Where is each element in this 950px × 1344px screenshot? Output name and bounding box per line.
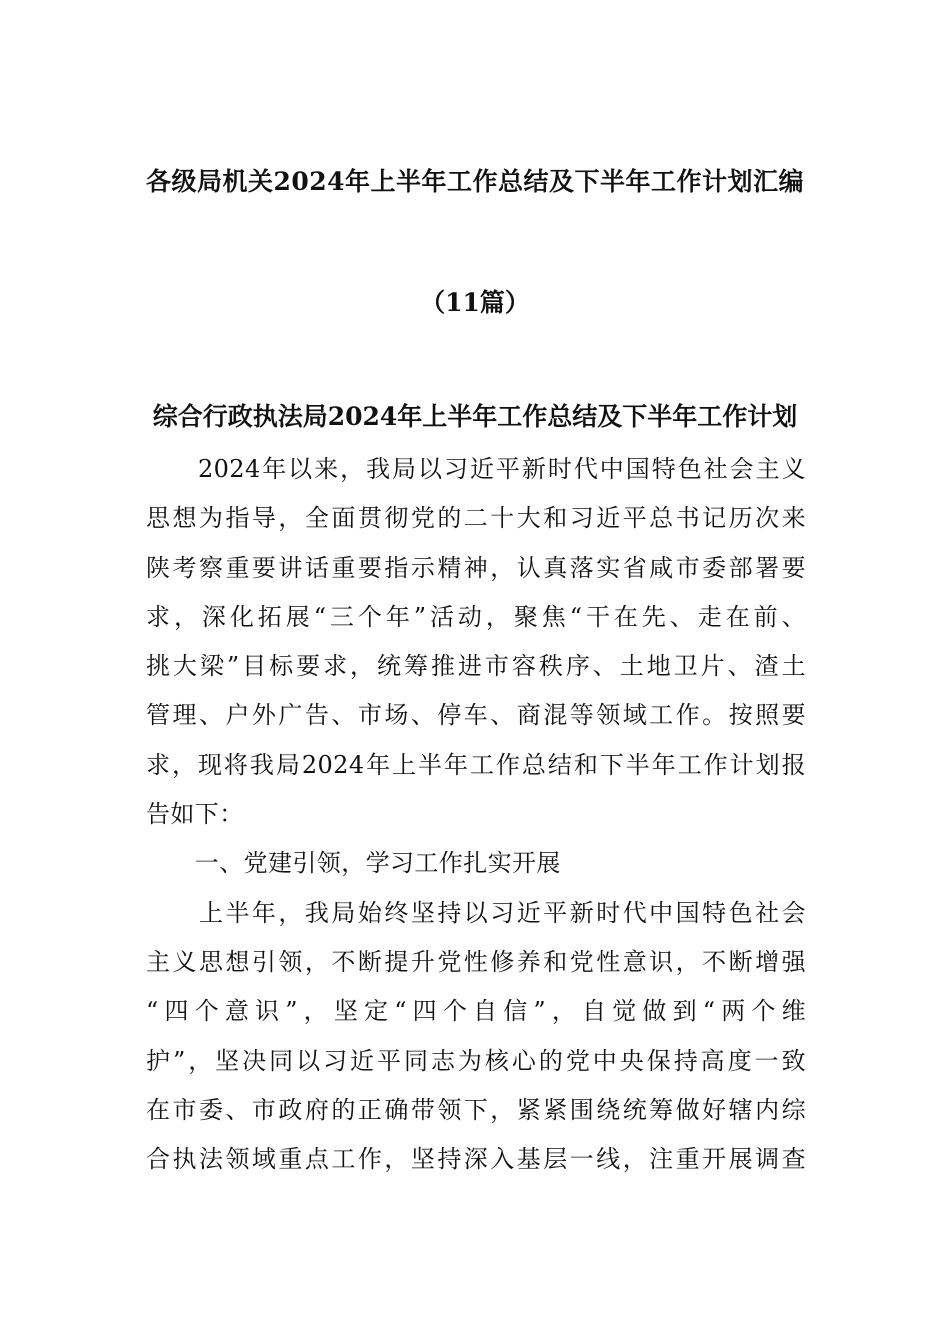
body-line: 管理、户外广告、市场、停车、商混等领域工作。按照要 bbox=[146, 701, 806, 730]
body-line: 在市委、市政府的正确带领下，紧紧围绕统筹做好辖内综 bbox=[146, 1095, 806, 1124]
section-heading: 一、党建引领，学习工作扎实开展 bbox=[146, 849, 561, 878]
body-line: 思想为指导，全面贯彻党的二十大和习近平总书记历次来 bbox=[146, 504, 806, 533]
body-line: 主义思想引领，不断提升党性修养和党性意识，不断增强 bbox=[146, 947, 806, 976]
body-line: 求，现将我局2024年上半年工作总结和下半年工作计划报 bbox=[146, 750, 806, 779]
document-title: 各级局机关2024年上半年工作总结及下半年工作计划汇编 bbox=[145, 167, 805, 196]
body-line: 告如下： bbox=[146, 800, 244, 829]
body-text bbox=[146, 445, 806, 1184]
document-subtitle: （11篇） bbox=[420, 288, 530, 317]
section-title: 综合行政执法局2024年上半年工作总结及下半年工作计划 bbox=[152, 402, 798, 431]
body-line: 护”，坚决同以习近平同志为核心的党中央保持高度一致 bbox=[146, 1046, 806, 1075]
body-line: 求，深化拓展“三个年”活动，聚焦“干在先、走在前、 bbox=[146, 602, 806, 631]
body-line: 2024年以来，我局以习近平新时代中国特色社会主义 bbox=[146, 455, 806, 483]
body-line: 挑大梁”目标要求，统筹推进市容秩序、土地卫片、渣土 bbox=[146, 652, 806, 681]
body-line: “四个意识”，坚定“四个自信”，自觉做到“两个维 bbox=[146, 997, 806, 1026]
body-line: 陕考察重要讲话重要指示精神，认真落实省咸市委部署要 bbox=[146, 553, 806, 582]
body-line: 上半年，我局始终坚持以习近平新时代中国特色社会 bbox=[146, 898, 806, 927]
body-line: 合执法领域重点工作，坚持深入基层一线，注重开展调查 bbox=[146, 1145, 806, 1174]
